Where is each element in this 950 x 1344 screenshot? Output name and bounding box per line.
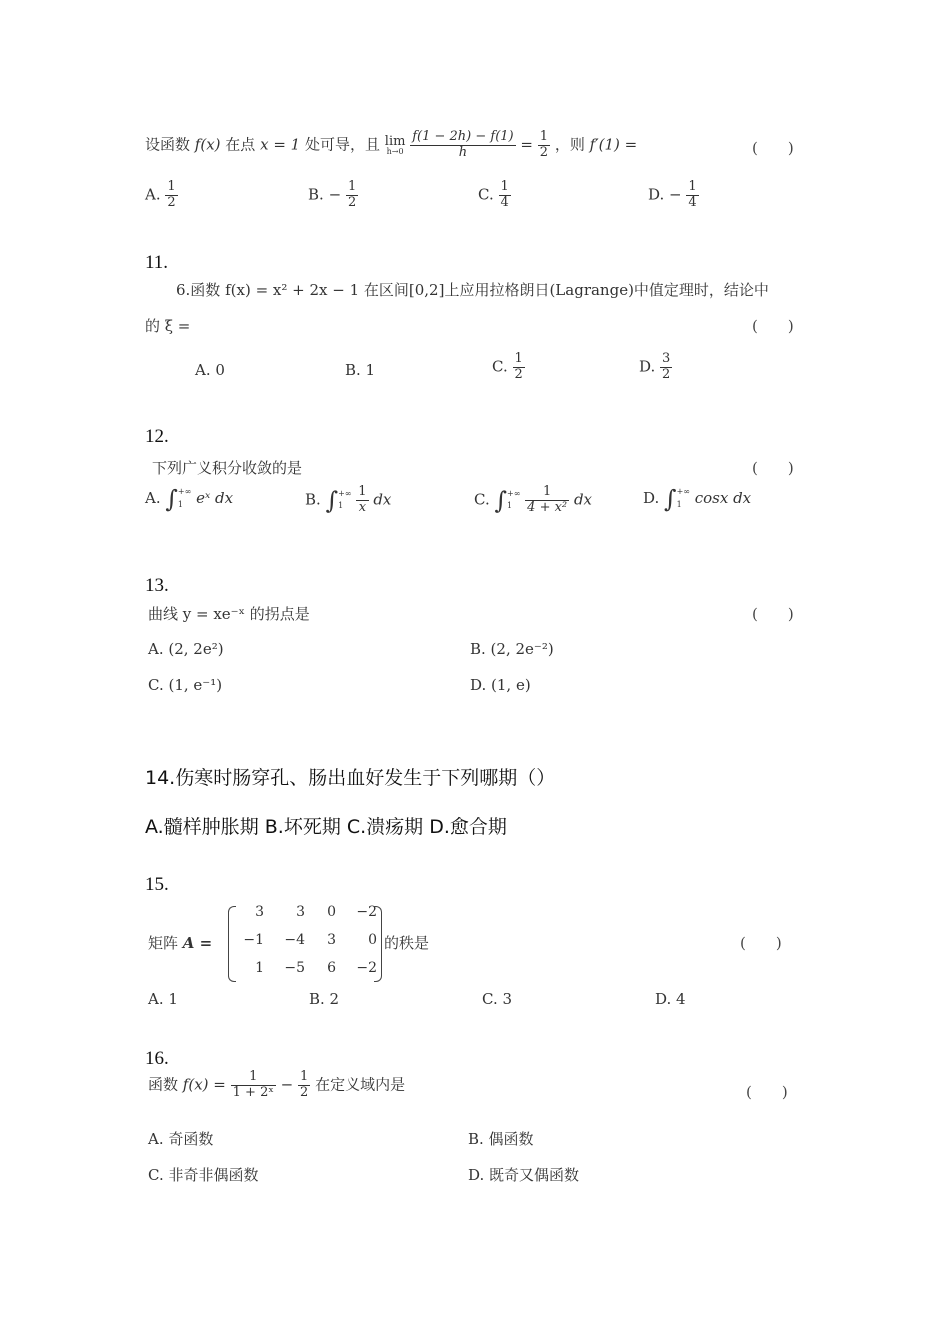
q12-option-a: A. ∫ +∞ 1 eˣ dx [145, 485, 234, 513]
q16-option-d: D. 既奇又偶函数 [468, 1166, 580, 1184]
q15-option-b: B. 2 [309, 990, 340, 1008]
q15-matrix-right-bracket [374, 906, 382, 982]
q15-option-d: D. 4 [655, 990, 686, 1008]
q10-fraction: $\frac{f(1 - 2h) - f(1)}{h}$ [412, 129, 514, 160]
q16-option-a: A. 奇函数 [148, 1130, 214, 1148]
q11-stem-line1: 6.函数 f(x) = x² + 2x − 1 在区间[0,2]上应用拉格朗日(Lagrange)中值定理时，结论中 [176, 281, 769, 299]
q14-options: A.髓样肿胀期 B.坏死期 C.溃疡期 D.愈合期 [145, 816, 507, 838]
q10-limit: lim h→0 [384, 133, 406, 156]
q10-answer-paren: ( ) [752, 139, 794, 157]
q16-number: 16. [145, 1048, 169, 1069]
q13-option-c: C. (1, e⁻¹) [148, 676, 223, 694]
q11-option-c: C. $\frac{1}{2}$ [492, 351, 523, 382]
q10-option-a: A. $\frac{1}{2}$ [145, 179, 176, 210]
q16-answer-paren: ( ) [746, 1083, 788, 1101]
q10-half: $\frac{1}{2}$ [539, 129, 549, 160]
q13-option-d: D. (1, e) [470, 676, 531, 694]
q12-option-d: D. ∫ +∞ 1 cosx dx [643, 485, 752, 513]
q13-answer-paren: ( ) [752, 605, 794, 623]
q15-number: 15. [145, 874, 169, 895]
q16-option-b: B. 偶函数 [468, 1130, 534, 1148]
q15-stem-tail: 的秩是 [384, 934, 430, 952]
q12-stem: 下列广义积分收敛的是 [152, 459, 303, 477]
q15-option-c: C. 3 [482, 990, 513, 1008]
q10-option-b: B. − $\frac{1}{2}$ [308, 179, 357, 210]
q13-stem: 曲线 y = xe⁻ˣ 的拐点是 [148, 605, 310, 623]
q15-option-a: A. 1 [148, 990, 178, 1008]
q11-stem-line2: 的 ξ = [145, 317, 191, 335]
q12-option-b: B. ∫ +∞ 1 $\frac{1}{x}$ dx [305, 484, 392, 515]
q15-answer-paren: ( ) [740, 934, 782, 952]
q11-number: 11. [145, 252, 169, 273]
q10-stem: 设函数 f(x) 在点 x = 1 处可导，且 lim h→0 $\frac{f(1 - 2h) - f(1)}{h}$ = $\frac{1}{2}$ ，则 f′(1) = [145, 129, 638, 160]
q12-number: 12. [145, 426, 169, 447]
q15-matrix: 3 3 0 −2 −1 −4 3 0 1 −5 6 −2 [243, 904, 377, 976]
q11-option-d: D. $\frac{3}{2}$ [639, 351, 671, 382]
q11-answer-paren: ( ) [752, 317, 794, 335]
q16-option-c: C. 非奇非偶函数 [148, 1166, 259, 1184]
q10-option-d: D. − $\frac{1}{4}$ [648, 179, 697, 210]
q10-option-c: C. $\frac{1}{4}$ [478, 179, 509, 210]
q13-option-b: B. (2, 2e⁻²) [470, 640, 554, 658]
q13-number: 13. [145, 575, 169, 596]
q11-option-a: A. 0 [195, 361, 225, 379]
q12-answer-paren: ( ) [752, 459, 794, 477]
q13-option-a: A. (2, 2e²) [148, 640, 224, 658]
q12-option-c: C. ∫ +∞ 1 $\frac{1}{\text{4 + x²}}$ dx [474, 484, 592, 515]
q16-stem: 函数 f(x) = $\frac{1}{\text{1 + 2ˣ}}$ − $\frac{1}{2}$ 在定义域内是 [148, 1069, 406, 1100]
q15-stem: 矩阵 A = [148, 934, 213, 952]
q14-stem: 14.伤寒时肠穿孔、肠出血好发生于下列哪期（） [145, 767, 556, 789]
q11-option-b: B. 1 [345, 361, 376, 379]
